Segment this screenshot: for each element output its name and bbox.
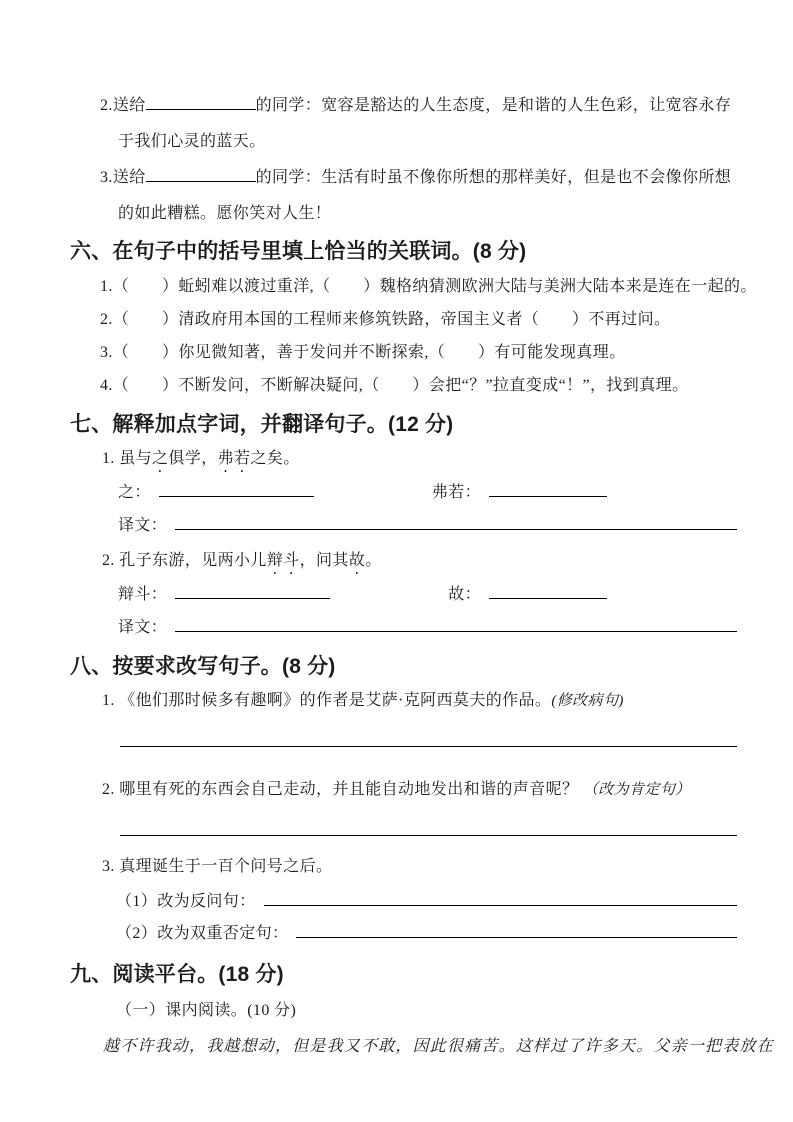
section-7-title: 七、解释加点字词，并翻译句子。(12 分)	[70, 413, 454, 436]
s8-q2-note: （改为肯定句）	[582, 782, 691, 798]
gift-item-3-lead: 3.送给	[100, 169, 146, 186]
section-7-q2-translation-row	[118, 611, 737, 644]
section-8-q1-answer-line	[120, 746, 737, 747]
section-8-q2	[102, 775, 737, 805]
q2-blank1-label: 辩斗：	[118, 586, 168, 603]
q1-dotted-word-2: 弗若	[217, 450, 251, 467]
gift-item-3-after: 的同学：生活有时虽不像你所想的那样美好，但是也不会像你所想	[255, 169, 732, 186]
section-8-q3: 3. 真理诞生于一百个问号之后。	[102, 858, 333, 875]
gift-item-2-line-2: 于我们心灵的蓝天。	[118, 133, 266, 150]
section-8-q1	[102, 686, 737, 716]
section-6-item-1: 1.（ ）蚯蚓难以渡过重洋,（ ）魏格纳猜测欧洲大陆与美洲大陆本来是连在一起的。	[100, 278, 757, 295]
s8-q3-sub1-line	[264, 890, 737, 906]
section-6-item-3: 3.（ ）你见微知著，善于发问并不断探索,（ ）有可能发现真理。	[100, 344, 626, 361]
s8-q3-sub2-line	[296, 922, 737, 938]
q2-translation-line	[175, 616, 737, 632]
q1-blank2-label: 弗若：	[431, 484, 482, 501]
q1-translation-label: 译文：	[118, 517, 168, 534]
section-8-title: 八、按要求改写句子。(8 分)	[70, 655, 336, 678]
gift-item-3-line-2: 的如此糟糕。愿你笑对人生！	[118, 205, 332, 222]
section-6-title: 六、在句子中的括号里填上恰当的关联词。(8 分)	[70, 240, 527, 263]
s8-q3-sub2-label: （2）改为双重否定句：	[116, 925, 289, 942]
section-6-item-4: 4.（ ）不断发问，不断解决疑问,（ ）会把“？”拉直变成“！”，找到真理。	[100, 377, 689, 394]
q1-text-mid: 俱学，	[168, 450, 218, 467]
q1-translation-line	[175, 514, 737, 530]
section-8-q2-answer-line	[120, 835, 737, 836]
q1-dotted-word-1: 之	[152, 450, 169, 467]
q1-blank1-line	[159, 481, 314, 497]
q2-blank2-label: 故：	[448, 586, 482, 603]
section-9-subtitle: （一）课内阅读。(10 分)	[116, 1002, 297, 1019]
section-9-title: 九、阅读平台。(18 分)	[70, 963, 284, 986]
section-7-q2-blanks-row	[118, 578, 737, 611]
q1-text-post: 之矣。	[250, 450, 300, 467]
s8-q1-note: (修改病句)	[551, 693, 624, 709]
q2-translation-label: 译文：	[118, 619, 168, 636]
section-8-q3-sub2-row	[116, 918, 737, 950]
s8-q1-text: 1. 《他们那时候多有趣啊》的作者是艾萨·克阿西莫夫的作品。	[102, 692, 552, 709]
q2-blank1-line	[175, 583, 330, 599]
gift-item-2-line-1	[100, 88, 737, 124]
q2-text-post: 。	[365, 552, 382, 569]
s8-q2-text: 2. 哪里有死的东西会自己走动，并且能自动地发出和谐的声音呢？	[102, 781, 583, 798]
q2-text-pre: 2. 孔子东游，见两小儿	[102, 552, 267, 569]
section-7-q1-translation-row	[118, 509, 737, 542]
s8-q3-sub1-label: （1）改为反问句：	[116, 893, 256, 910]
section-7-q1-blanks-row	[118, 476, 737, 509]
section-8-q3-sub1-row	[116, 886, 737, 918]
q2-text-mid: ，问其	[299, 552, 349, 569]
q1-blank2-line	[489, 481, 607, 497]
section-7-q1-sentence	[102, 442, 737, 476]
q2-blank2-line	[489, 583, 607, 599]
q1-blank1-label: 之：	[118, 484, 151, 501]
section-7-q2-sentence	[102, 544, 737, 578]
q2-dotted-word-1: 辩斗	[266, 552, 300, 569]
gift-item-3-line-1	[100, 160, 737, 196]
gift-item-2-blank	[146, 94, 256, 110]
section-6-item-2: 2.（ ）清政府用本国的工程师来修筑铁路，帝国主义者（ ）不再过问。	[100, 311, 671, 328]
reading-passage-line-1: 越不许我动，我越想动，但是我又不敢，因此很痛苦。这样过了许多天。父亲一把表放在	[103, 1038, 774, 1055]
gift-item-2-after: 的同学：宽容是豁达的人生态度，是和谐的人生色彩，让宽容永存	[255, 97, 732, 114]
gift-item-3-blank	[146, 166, 256, 182]
q2-dotted-word-2: 故	[348, 552, 366, 569]
q1-text-pre: 1. 虽与	[102, 450, 153, 467]
gift-item-2-lead: 2.送给	[100, 97, 146, 114]
